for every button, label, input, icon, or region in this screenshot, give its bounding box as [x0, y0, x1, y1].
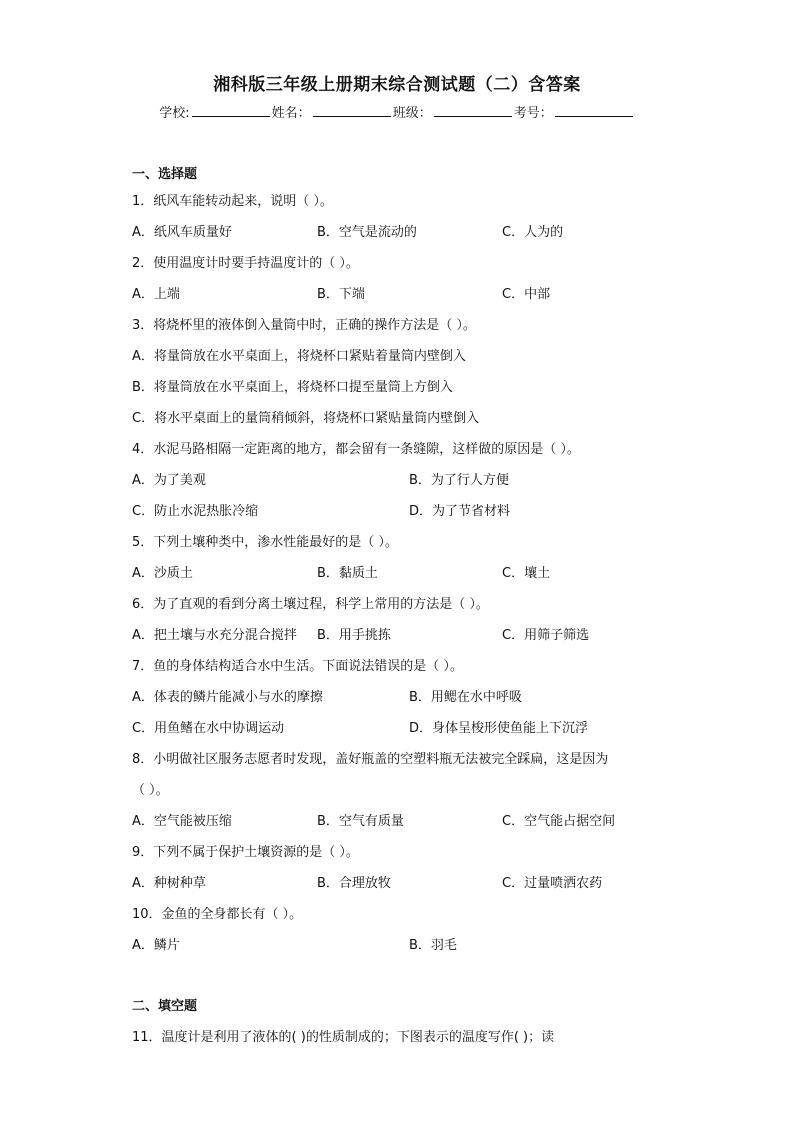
- question-1-options: [132, 217, 672, 248]
- question-10-options: [132, 930, 672, 961]
- option-a: A．将量筒放在水平桌面上，将烧杯口紧贴着量筒内壁倒入: [132, 349, 466, 364]
- page-title: 湘科版三年级上册期末综合测试题（二）含答案: [213, 75, 581, 95]
- option-c: C．中部: [502, 287, 551, 302]
- option-c: C．用筛子筛选: [502, 628, 590, 643]
- option-d: D．身体呈梭形使鱼能上下沉浮: [409, 721, 589, 736]
- question-11: 11．温度计是利用了液体的( )的性质制成的；下图表示的温度写作( )；读: [132, 1030, 555, 1045]
- question-8-continued: （ ）。: [132, 783, 169, 798]
- option-b: B．将量筒放在水平桌面上，将烧杯口提至量筒上方倒入: [132, 380, 453, 395]
- option-c: C．壤土: [502, 566, 551, 581]
- question-9-options: [132, 868, 672, 899]
- number-blank: [555, 104, 633, 117]
- name-label: 姓名：: [271, 106, 311, 121]
- question-3: 3．将烧杯里的液体倒入量筒中时，正确的操作方法是（ ）。: [132, 318, 476, 333]
- question-4: 4．水泥马路相隔一定距离的地方，都会留有一条缝隙，这样做的原因是（ ）。: [132, 442, 580, 457]
- option-a: A．空气能被压缩: [132, 814, 232, 829]
- option-b: B．用手挑拣: [317, 628, 391, 643]
- question-2-options: [132, 279, 672, 310]
- question-1: 1．纸风车能转动起来，说明（ ）。: [132, 194, 333, 209]
- option-c: C．用鱼鳍在水中协调运动: [132, 721, 285, 736]
- question-5: 5．下列土壤种类中，渗水性能最好的是（ ）。: [132, 535, 398, 550]
- option-a: A．体表的鳞片能减小与水的摩擦: [132, 690, 323, 705]
- option-d: D．为了节省材料: [409, 504, 511, 519]
- question-4-options-row2: [132, 496, 672, 527]
- question-8-options: [132, 806, 672, 837]
- option-a: A．鳞片: [132, 938, 180, 953]
- question-2: 2．使用温度计时要手持温度计的（ ）。: [132, 256, 359, 271]
- question-6-options: [132, 620, 672, 651]
- option-b: B．用鳃在水中呼吸: [409, 690, 522, 705]
- name-blank: [313, 104, 391, 117]
- question-10: 10．金鱼的全身都长有（ ）。: [132, 907, 303, 922]
- section-heading-choice: 一、选择题: [132, 167, 198, 182]
- option-a: A．上端: [132, 287, 180, 302]
- option-a: A．纸风车质量好: [132, 225, 232, 240]
- option-b: B．黏质土: [317, 566, 378, 581]
- option-c: C．将水平桌面上的量筒稍倾斜，将烧杯口紧贴量筒内壁倒入: [132, 411, 480, 426]
- option-b: B．空气是流动的: [317, 225, 417, 240]
- option-a: A．为了美观: [132, 473, 206, 488]
- option-c: C．防止水泥热胀冷缩: [132, 504, 259, 519]
- option-c: C．过量喷洒农药: [502, 876, 603, 891]
- question-7-options-row2: [132, 713, 672, 744]
- question-7: 7．鱼的身体结构适合水中生活。下面说法错误的是（ ）。: [132, 659, 463, 674]
- number-label: 考号：: [513, 106, 553, 121]
- school-label: 学校:: [159, 106, 190, 121]
- class-blank: [434, 104, 512, 117]
- option-b: B．空气有质量: [317, 814, 404, 829]
- option-a: A．种树种草: [132, 876, 206, 891]
- section-heading-fill: 二、填空题: [132, 999, 198, 1014]
- section-gap: [132, 961, 672, 991]
- student-info-line: [0, 102, 794, 121]
- question-5-options: [132, 558, 672, 589]
- school-blank: [192, 104, 270, 117]
- option-c: C．空气能占据空间: [502, 814, 616, 829]
- option-b: B．下端: [317, 287, 365, 302]
- question-9: 9．下列不属于保护土壤资源的是（ ）。: [132, 845, 359, 860]
- option-c: C．人为的: [502, 225, 564, 240]
- exam-content: [132, 164, 672, 1053]
- option-a: A．把土壤与水充分混合搅拌: [132, 628, 297, 643]
- option-b: B．为了行人方便: [409, 473, 509, 488]
- question-6: 6．为了直观的看到分离土壤过程，科学上常用的方法是（ ）。: [132, 597, 489, 612]
- question-8: 8．小明做社区服务志愿者时发现，盖好瓶盖的空塑料瓶无法被完全踩扁，这是因为: [132, 752, 609, 767]
- class-label: 班级：: [392, 106, 432, 121]
- option-b: B．羽毛: [409, 938, 457, 953]
- option-b: B．合理放牧: [317, 876, 391, 891]
- option-a: A．沙质土: [132, 566, 193, 581]
- question-4-options-row1: [132, 465, 672, 496]
- question-7-options-row1: [132, 682, 672, 713]
